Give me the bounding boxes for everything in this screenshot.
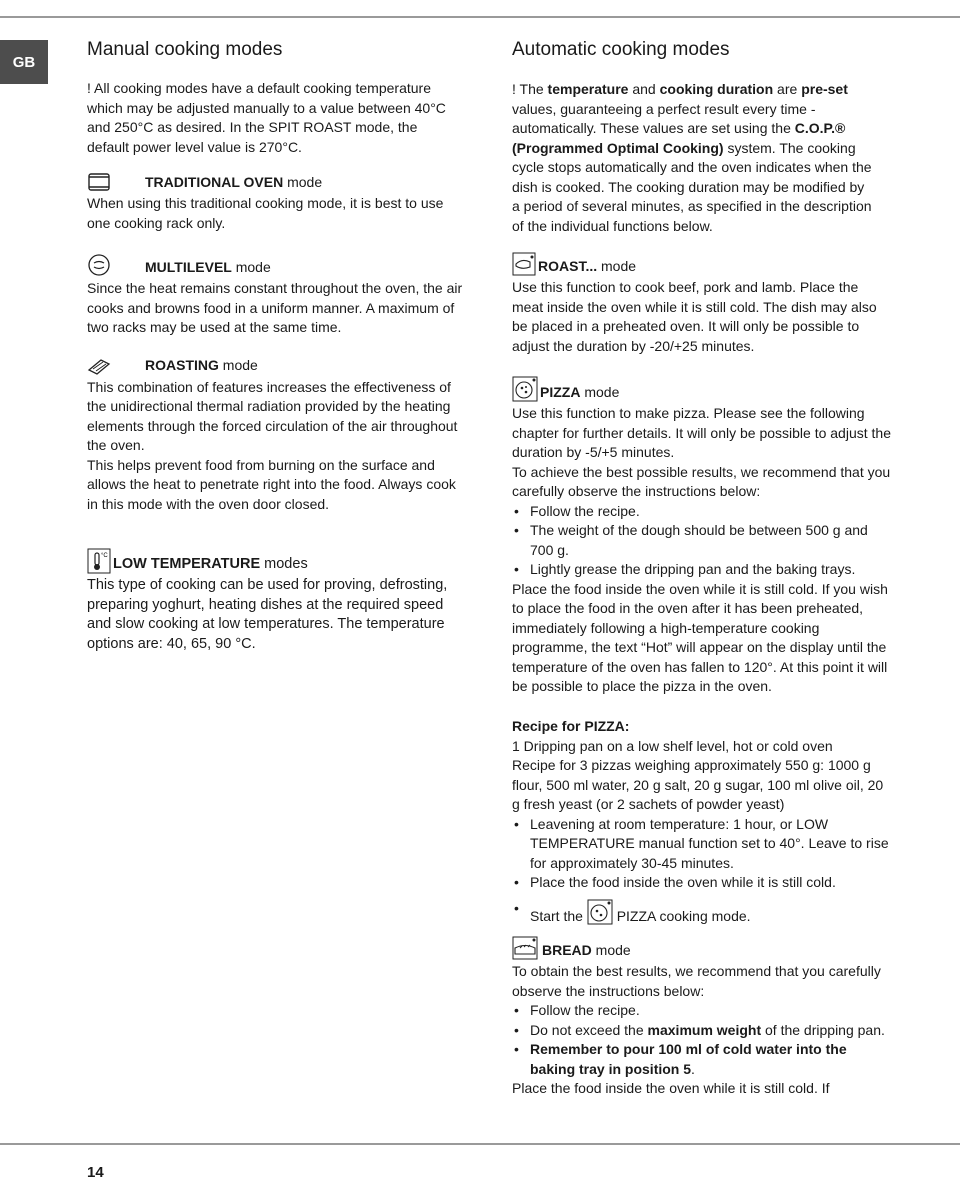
list-item: • The weight of the dough should be between 500 g and 700 g. <box>512 521 892 560</box>
bread-section: BREAD mode To obtain the best results, we recommend that you carefully observe the instructions below: • Follow the recipe. • Do not exceed the maximum weight of the dripping pan. • Remember to pour 100 ml of cold water into the baking tray in position 5. Place the food inside the oven while it is still cold. If <box>512 936 892 1099</box>
pizza-text-1: Use this function to make pizza. Please see the following chapter for further details. It will only be possible to adjust the duration by -5/+5 minutes. <box>512 405 891 460</box>
low-temperature-text: This type of cooking can be used for proving, defrosting, preparing yoghurt, heating dishes at the required speed and slow cooking at low temperatures. The temperature options are: 40, 65, 90 °C. <box>87 577 448 652</box>
automatic-modes-title: Automatic cooking modes <box>512 39 730 60</box>
multilevel-text: Since the heat remains constant throughout the oven, the air cooks and browns food in a uniform manner. A maximum of two racks may be used at the same time. <box>87 280 463 335</box>
traditional-oven-icon <box>87 172 111 192</box>
roasting-section: ROASTING mode This combination of features increases the effectiveness of the unidirectional thermal radiation provided by the heating elements through the forced circulation of the air throughout the oven. This helps prevent food from burning on the surface and allows the heat to penetrate right into the food. Always cook in this mode with the oven door closed. <box>87 356 465 514</box>
list-item: • Follow the recipe. <box>512 1001 892 1021</box>
roasting-text-2: This helps prevent food from burning on the surface and allows the heat to penetrate right into the food. Always cook in this mode with the oven door closed. <box>87 456 456 512</box>
pizza-icon <box>512 376 538 402</box>
bread-text-2: Place the food inside the oven while it is still cold. If <box>512 1080 830 1096</box>
list-item: • Do not exceed the maximum weight of the dripping pan. <box>512 1021 892 1041</box>
list-item: • Place the food inside the oven while it is still cold. <box>512 873 892 893</box>
pizza-bullets <box>512 502 892 580</box>
multilevel-name: MULTILEVEL <box>145 258 232 275</box>
bread-icon <box>512 936 538 960</box>
pizza-text-2: To achieve the best possible results, we recommend that you carefully observe the instructions below: <box>512 463 891 499</box>
pizza-section: PIZZA mode Use this function to make pizza. Please see the following chapter for further details. It will only be possible to adjust the duration by -5/+5 minutes. To achieve the best possible results, we recommend that you carefully observe the instructions below: • Follow the recipe. • The weight of the dough should be between 500 g and 700 g. • Lightly grease the dripping pan and the baking trays. Place the food inside the oven while it is still cold. If you wish to place the food in the oven after it has been preheated, immediately following a high-temperature cooking programme, the text “Hot” will appear on the display until the temperature of the oven has fallen to 120°. At this point it will be possible to place the pizza in the oven. <box>512 376 892 697</box>
page-number: 14 <box>87 1164 104 1181</box>
svg-text:°C: °C <box>101 553 108 559</box>
recipe-line-2: Recipe for 3 pizzas weighing approximately 550 g: 1000 g flour, 500 ml water, 20 g salt, 20 g sugar, 100 ml olive oil, 20 g fresh yeast (or 2 sachets of powder yeast) <box>512 757 884 812</box>
list-item: • Remember to pour 100 ml of cold water into the baking tray in position 5. <box>512 1040 892 1079</box>
bottom-rule <box>0 1143 960 1145</box>
bread-bullets <box>512 1001 892 1079</box>
language-tab: GB <box>0 40 48 84</box>
thermometer-icon <box>87 548 111 574</box>
list-item: • Start the PIZZA cooking mode. <box>512 899 892 927</box>
roasting-icon <box>87 358 111 376</box>
automatic-modes-column <box>512 38 892 1096</box>
roast-meat-icon <box>512 252 536 276</box>
traditional-oven-section: TRADITIONAL OVEN mode When using this traditional cooking mode, it is best to use one cooking rack only. <box>87 172 465 233</box>
roasting-text-1: This combination of features increases the effectiveness of the unidirectional thermal radiation provided by the heating elements through the forced circulation of the air throughout the oven. <box>87 378 458 453</box>
multilevel-section: MULTILEVEL mode Since the heat remains constant throughout the oven, the air cooks and browns food in a uniform manner. A maximum of two racks may be used at the same time. <box>87 253 465 338</box>
manual-modes-title: Manual cooking modes <box>87 39 283 60</box>
manual-modes-column <box>87 38 465 652</box>
pizza-recipe-section <box>512 717 892 926</box>
list-item: • Follow the recipe. <box>512 502 892 522</box>
roasting-name: ROASTING <box>145 357 219 373</box>
low-temperature-section: °C LOW TEMPERATURE modes This type of cooking can be used for proving, defrosting, preparing yoghurt, heating dishes at the required speed and slow cooking at low temperatures. The temperature options are: 40, 65, 90 °C. <box>87 548 465 654</box>
manual-intro: ! All cooking modes have a default cooking temperature which may be adjusted manually to a value between 40°C and 250°C as desired. In the SPIT ROAST mode, the default power level value is 270°C. <box>87 80 446 155</box>
automatic-intro: ! The temperature and cooking duration are pre-set values, guaranteeing a perfect result every time - automatically. These values are set using the C.O.P.® (Programmed Optimal Cooking) system. The cooking cycle stops automatically and the oven indicates when the dish is cooked. The cooking duration may be modified by a period of several minutes, as specified in the description of the individual functions below. <box>512 81 872 234</box>
multilevel-fan-icon <box>87 253 111 277</box>
pizza-text-3: Place the food inside the oven while it is still cold. If you wish to place the food in the oven after it has been preheated, immediately following a high-temperature cooking programme, the text “Hot” will appear on the display until the temperature of the oven has fallen to 120°. At this point it will be possible to place the pizza in the oven. <box>512 580 888 694</box>
roast-text: Use this function to cook beef, pork and lamb. Place the meat inside the oven while it is still cold. The dish may also be placed in a preheated oven. It will only be possible to adjust the duration by -20/+25 minutes. <box>512 279 877 354</box>
roast-name: ROAST... <box>538 257 598 274</box>
bread-text-1: To obtain the best results, we recommend that you carefully observe the instructions below: <box>512 963 881 999</box>
top-rule <box>0 16 960 18</box>
recipe-title: Recipe for PIZZA: <box>512 718 630 734</box>
pizza-icon <box>587 899 613 925</box>
traditional-oven-name: TRADITIONAL OVEN <box>145 173 284 190</box>
traditional-oven-text: When using this traditional cooking mode, it is best to use one cooking rack only. <box>87 195 444 231</box>
list-item: • Leavening at room temperature: 1 hour, or LOW TEMPERATURE manual function set to 40°. Leave to rise for approximately 30-45 minutes. <box>512 815 892 874</box>
roast-section: ROAST... mode Use this function to cook beef, pork and lamb. Place the meat inside the oven while it is still cold. The dish may also be placed in a preheated oven. It will only be possible to adjust the duration by -20/+25 minutes. <box>512 252 892 356</box>
recipe-bullets <box>512 815 892 927</box>
low-temperature-name: LOW TEMPERATURE <box>113 555 261 572</box>
pizza-name: PIZZA <box>540 383 581 400</box>
bread-name: BREAD <box>542 941 592 958</box>
list-item: • Lightly grease the dripping pan and the baking trays. <box>512 560 892 580</box>
recipe-line-1: 1 Dripping pan on a low shelf level, hot or cold oven <box>512 737 833 754</box>
